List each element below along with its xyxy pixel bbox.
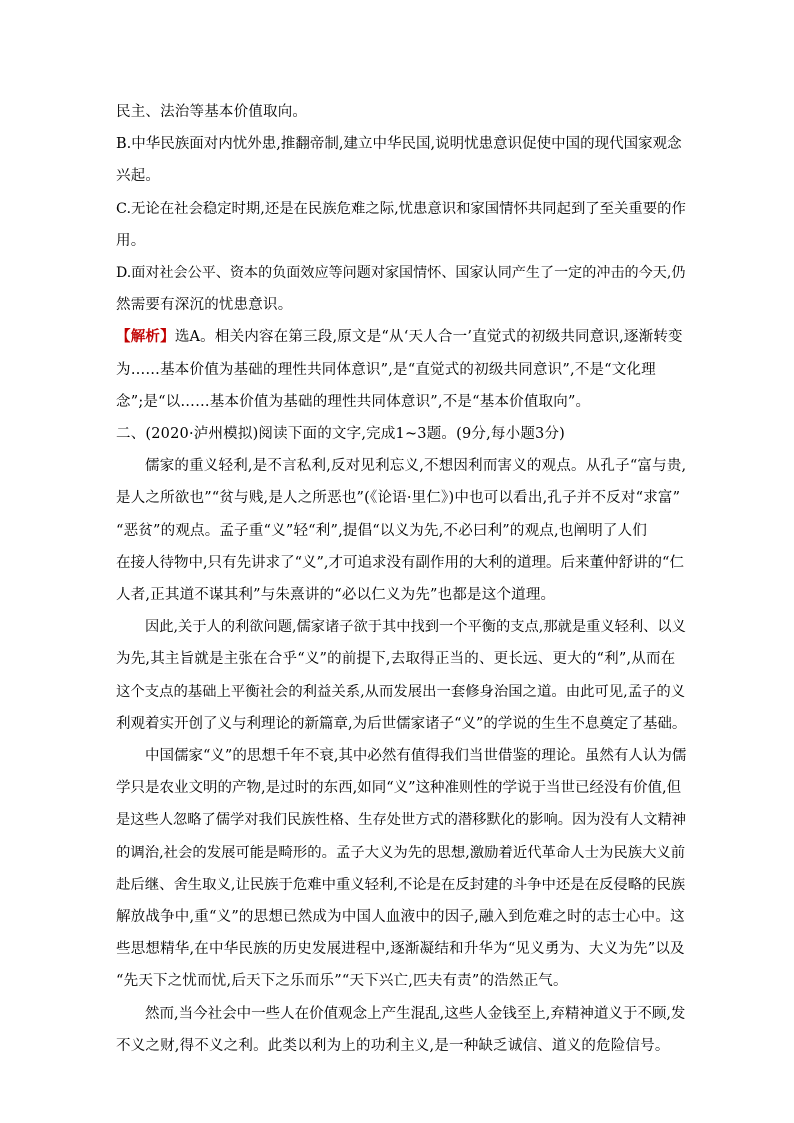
line-text: 选A。相关内容在第三段,原文是“从‘天人合一’直觉式的初级共同意识,逐渐转变 [174, 329, 683, 346]
line-text: 用。 [116, 232, 146, 249]
line-text: 然而,当今社会中一些人在价值观念上产生混乱,这些人金钱至上,弃精神道义于不顾,发 [145, 1005, 686, 1022]
text-line [116, 875, 686, 895]
text-line [116, 134, 686, 154]
line-text: 的调治,社会的发展可能是畸形的。孟子大义为先的思想,激励着近代革命人士为民族大义前 [116, 844, 686, 861]
line-text: 为先,其主旨就是主张在合乎“义”的前提下,去取得正当的、更长远、更大的“利”,从而在 [116, 651, 676, 668]
line-text: 念”;是“以……基本价值为基础的理性共同体意识”,不是“基本价值取向”。 [116, 393, 591, 410]
line-text: 这个支点的基础上平衡社会的利益关系,从而发展出一套修身治国之道。由此可见,孟子的义 [116, 683, 686, 700]
line-text: 中国儒家“义”的思想千年不衰,其中必然有值得我们当世借鉴的理论。虽然有人认为儒 [145, 748, 687, 764]
line-text: 兴起。 [116, 168, 161, 185]
text-line [116, 778, 686, 798]
text-line [116, 488, 686, 508]
line-text: B.中华民族面对内忧外患,推翻帝制,建立中华民国,说明忧患意识促使中国的现代国家观念 [116, 136, 682, 153]
line-text: 些思想精华,在中华民族的历史发展进程中,逐渐凝结和升华为“见义勇为、大义为先”以及 [116, 941, 685, 958]
text-line [116, 585, 686, 605]
line-text: “恶贫”的观点。孟子重“义”轻“利”,提倡“以义为先,不必曰利”的观点,也阐明了人们 [116, 522, 648, 539]
line-text: 为……基本价值为基础的理性共同体意识”,是“直觉式的初级共同意识”,不是“文化理 [116, 361, 656, 378]
text-line [116, 392, 686, 412]
text-line [145, 617, 686, 637]
line-text: 是这些人忽略了儒学对我们民族性格、生存处世方式的潜移默化的影响。因为没有人文精神 [116, 812, 687, 829]
text-line [116, 939, 686, 959]
line-text: 民主、法治等基本价值取向。 [116, 104, 308, 120]
line-text: “先天下之忧而忧,后天下之乐而乐”“天下兴亡,匹夫有责”的浩然正气。 [116, 973, 568, 990]
line-text: 赴后继、舍生取义,让民族于危难中重义轻利,不论是在反封建的斗争中还是在反侵略的民族 [116, 876, 686, 893]
text-line [116, 907, 686, 927]
text-line [116, 327, 686, 347]
line-text: 二、(2020·泸州模拟)阅读下面的文字,完成1~3题。(9分,每小题3分) [116, 426, 566, 442]
line-text: 是人之所欲也”“贫与贱,是人之所恶也”(《论语·里仁》)中也可以看出,孔子并不反对“求富” [116, 490, 681, 507]
line-text: 然需要有深沉的忧患意识。 [116, 297, 293, 314]
text-line [116, 1036, 686, 1056]
text-line [116, 521, 686, 541]
line-text: C.无论在社会稳定时期,还是在民族危难之际,忧患意识和家国情怀共同起到了至关重要的作 [116, 200, 686, 217]
text-line [116, 360, 686, 380]
text-line [116, 682, 686, 702]
text-line [116, 424, 686, 444]
text-line [116, 810, 686, 830]
text-line [145, 1004, 686, 1024]
analysis-tag: 【解析】 [116, 328, 175, 346]
text-line [116, 166, 686, 186]
line-text: 人者,正其道不谋其利”与朱熹讲的“必以仁义为先”也都是这个道理。 [116, 587, 556, 603]
text-line [116, 102, 686, 122]
text-line [116, 843, 686, 863]
line-text: 因此,关于人的利欲问题,儒家诸子欲于其中找到一个平衡的支点,那就是重义轻利、以义 [145, 619, 686, 636]
text-line [116, 263, 686, 283]
text-line [116, 199, 686, 219]
line-text: 利观着实开创了义与利理论的新篇章,为后世儒家诸子“义”的学说的生生不息奠定了基础。 [116, 715, 687, 732]
line-text: D.面对社会公平、资本的负面效应等问题对家国情怀、国家认同产生了一定的冲击的今天,仍 [116, 265, 686, 281]
line-text: 学只是农业文明的产物,是过时的东西,如同“义”这种准则性的学说于当世已经没有价值,但 [116, 780, 682, 797]
text-line [116, 553, 686, 573]
line-text: 解放战争中,重“义”的思想已然成为中国人血液中的因子,融入到危难之时的志士心中。这 [116, 909, 685, 925]
text-line [145, 456, 686, 476]
line-text: 不义之财,得不义之利。此类以利为上的功利主义,是一种缺乏诚信、道义的危险信号。 [116, 1037, 670, 1054]
text-line [116, 971, 686, 991]
text-line [116, 295, 686, 315]
text-line [116, 649, 686, 669]
text-line [116, 231, 686, 251]
line-text: 儒家的重义轻利,是不言私利,反对见利忘义,不想因利而害义的观点。从孔子“富与贵, [145, 458, 687, 475]
text-line [145, 746, 686, 766]
text-line [116, 714, 686, 734]
line-text: 在接人待物中,只有先讲求了“义”,才可追求没有副作用的大利的道理。后来董仲舒讲的“仁 [116, 554, 684, 571]
